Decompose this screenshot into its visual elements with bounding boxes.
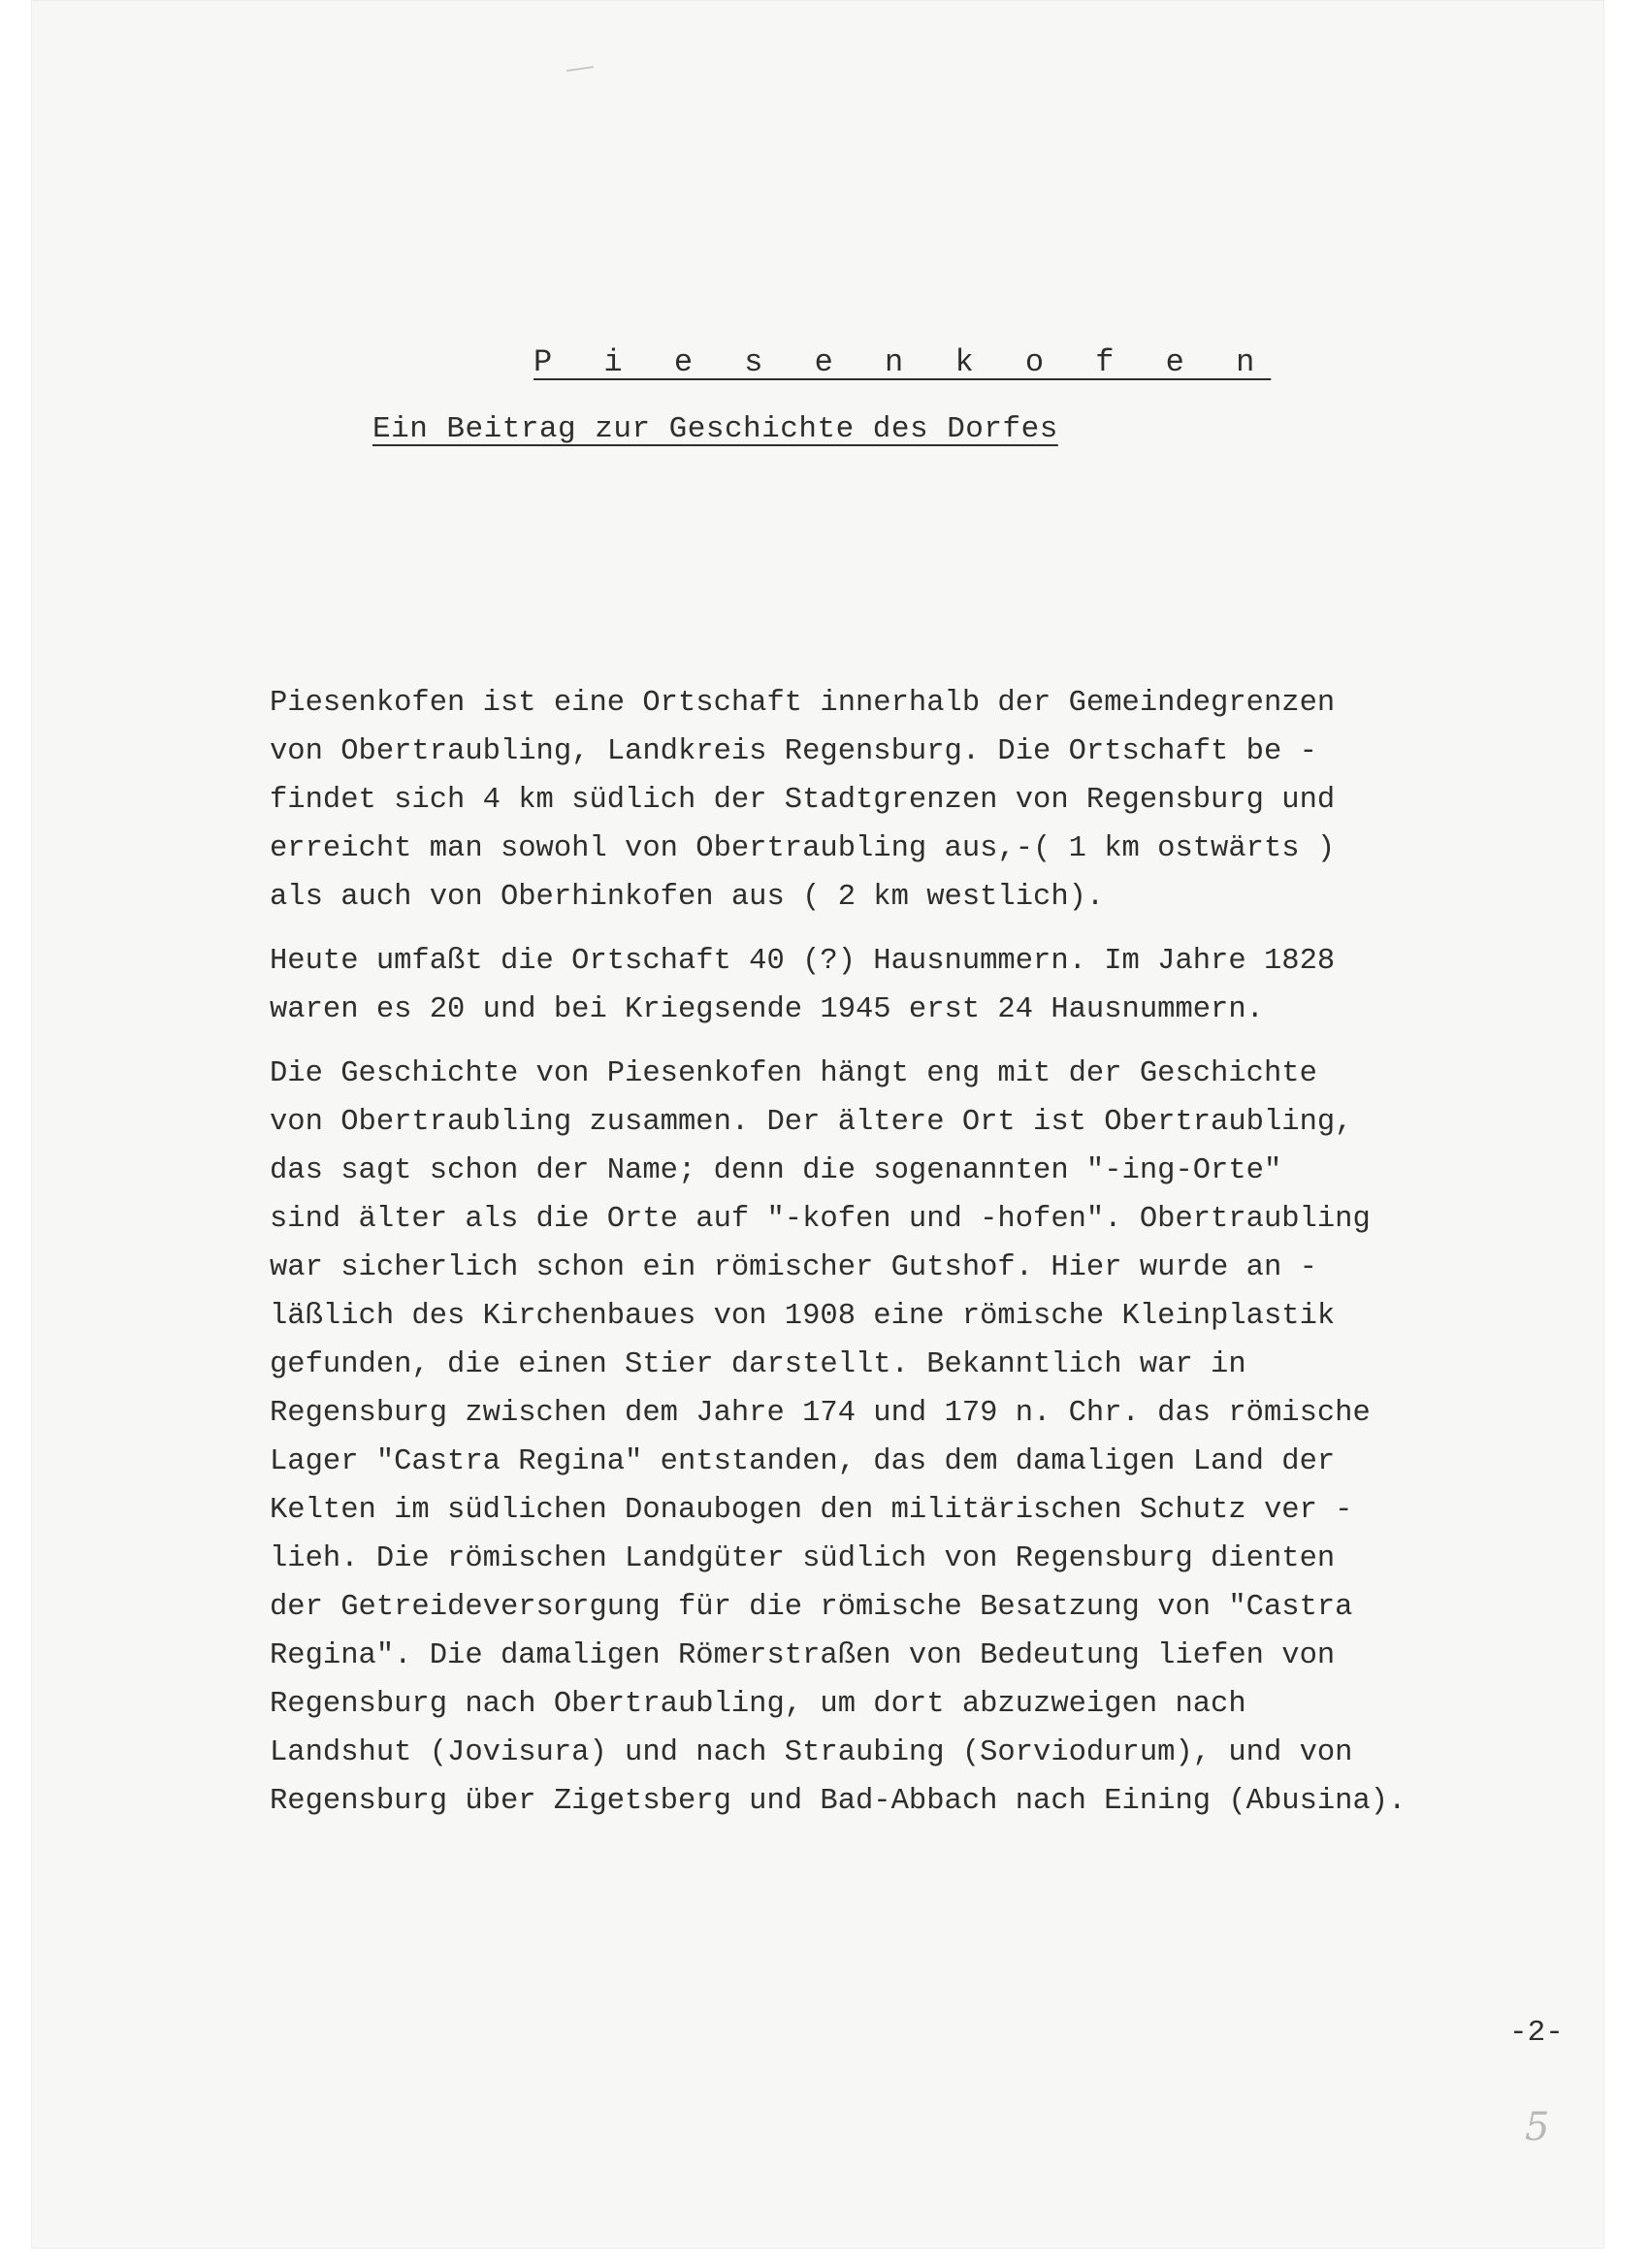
- document-page: [31, 0, 1604, 2249]
- text-line: Regina". Die damaligen Römerstraßen von Bedeutung liefen von: [270, 1639, 1336, 1672]
- paragraph-house-numbers: [270, 937, 1531, 1034]
- text-line: Regensburg nach Obertraubling, um dort abzuzweigen nach: [270, 1688, 1246, 1721]
- text-line: erreicht man sowohl von Obertraubling aus,-( 1 km ostwärts ): [270, 832, 1336, 865]
- document-subtitle: Ein Beitrag zur Geschichte des Dorfes: [372, 412, 1058, 446]
- text-line: Regensburg über Zigetsberg und Bad-Abbach nach Eining (Abusina).: [270, 1785, 1406, 1818]
- text-line: Heute umfaßt die Ortschaft 40 (?) Hausnummern. Im Jahre 1828: [270, 945, 1336, 978]
- paragraph-location: [270, 679, 1531, 922]
- text-line: Landshut (Jovisura) und nach Straubing (Sorviodurum), und von: [270, 1736, 1353, 1769]
- text-line: sind älter als die Orte auf "-kofen und -hofen". Obertraubling: [270, 1203, 1371, 1236]
- text-line: waren es 20 und bei Kriegsende 1945 erst 24 Hausnummern.: [270, 993, 1264, 1026]
- text-line: von Obertraubling zusammen. Der ältere Ort ist Obertraubling,: [270, 1106, 1353, 1139]
- text-line: lieh. Die römischen Landgüter südlich von Regensburg dienten: [270, 1542, 1336, 1575]
- text-line: der Getreideversorgung für die römische Besatzung von "Castra: [270, 1591, 1353, 1624]
- handwritten-mark: 5: [1525, 2105, 1550, 2150]
- paragraph-history: [270, 1050, 1531, 1826]
- ink-smudge: [566, 66, 594, 72]
- text-line: als auch von Oberhinkofen aus ( 2 km westlich).: [270, 881, 1105, 914]
- text-line: läßlich des Kirchenbaues von 1908 eine römische Kleinplastik: [270, 1300, 1336, 1333]
- document-title: P i e s e n k o f e n: [534, 344, 1272, 380]
- text-line: Die Geschichte von Piesenkofen hängt eng mit der Geschichte: [270, 1057, 1317, 1090]
- text-line: findet sich 4 km südlich der Stadtgrenzen von Regensburg und: [270, 784, 1336, 817]
- text-line: das sagt schon der Name; denn die sogenannten "-ing-Orte": [270, 1154, 1282, 1187]
- text-line: Lager "Castra Regina" entstanden, das dem damaligen Land der: [270, 1445, 1336, 1478]
- text-line: Kelten im südlichen Donaubogen den militärischen Schutz ver -: [270, 1494, 1353, 1527]
- text-line: gefunden, die einen Stier darstellt. Bekanntlich war in: [270, 1348, 1246, 1381]
- page-number: -2-: [1509, 2016, 1564, 2050]
- text-line: Piesenkofen ist eine Ortschaft innerhalb der Gemeindegrenzen: [270, 687, 1336, 720]
- text-line: war sicherlich schon ein römischer Gutshof. Hier wurde an -: [270, 1251, 1317, 1284]
- text-line: Regensburg zwischen dem Jahre 174 und 179 n. Chr. das römische: [270, 1397, 1371, 1430]
- document-body: [270, 679, 1531, 1841]
- text-line: von Obertraubling, Landkreis Regensburg. Die Ortschaft be -: [270, 735, 1317, 768]
